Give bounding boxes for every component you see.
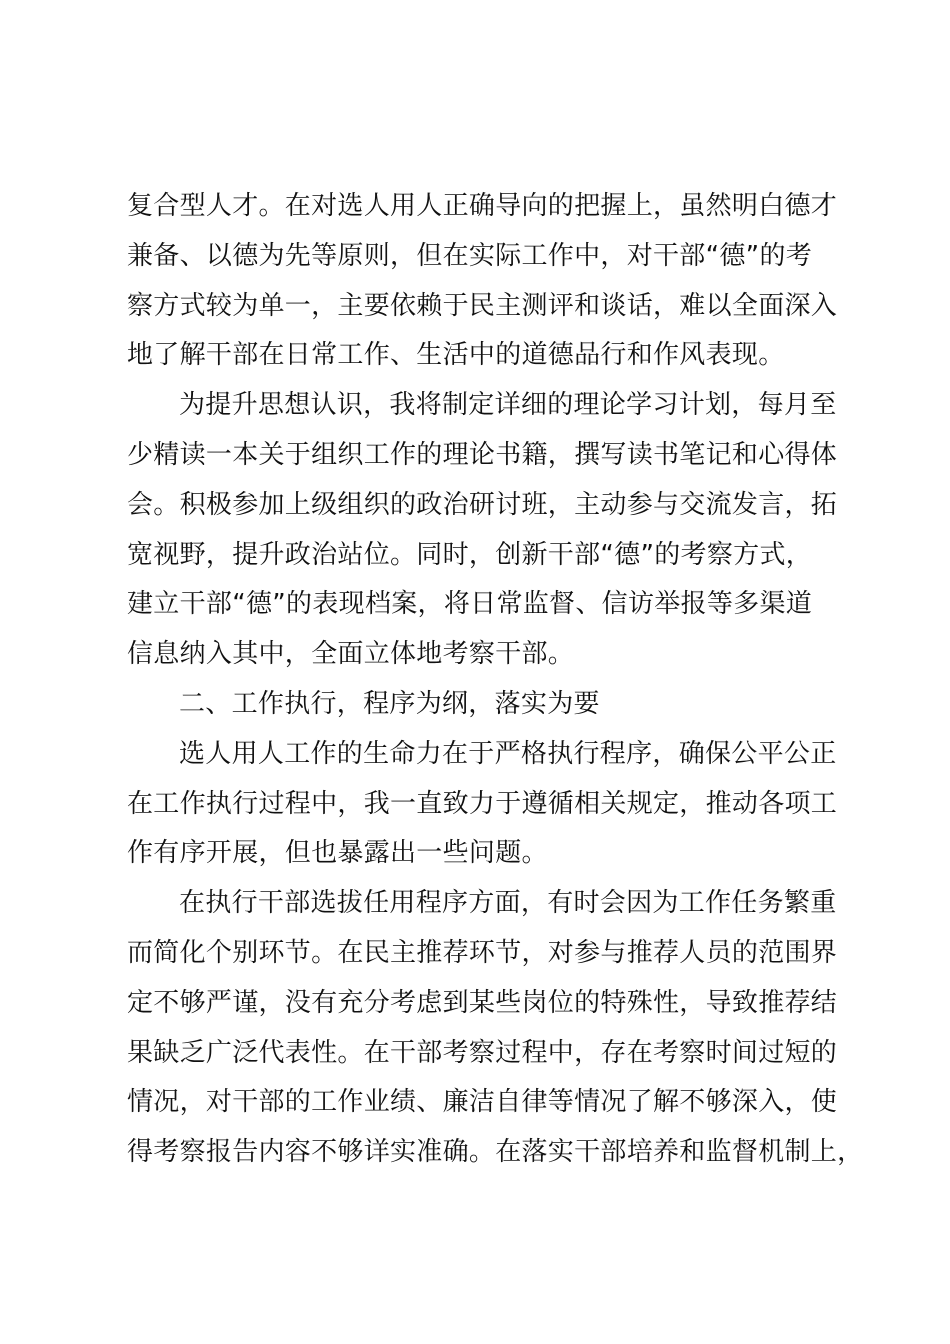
document-body: [127, 182, 864, 1178]
text-line: 情况，对干部的工作业绩、廉洁自律等情况了解不够深入，使: [127, 1087, 838, 1118]
text-line: 信息纳入其中，全面立体地考察干部。: [127, 639, 575, 670]
text-line: 果缺乏广泛代表性。在干部考察过程中，存在考察时间过短的: [127, 1037, 838, 1068]
text-line: 定不够严谨，没有充分考虑到某些岗位的特殊性，导致推荐结: [127, 987, 838, 1018]
text-line: 而简化个别环节。在民主推荐环节，对参与推荐人员的范围界: [127, 937, 838, 968]
text-line: 选人用人工作的生命力在于严格执行程序，确保公平公正: [179, 738, 837, 769]
text-line: 建立干部“德”的表现档案，将日常监督、信访举报等多渠道: [127, 589, 813, 620]
text-line: 为提升思想认识，我将制定详细的理论学习计划，每月至: [179, 390, 837, 421]
paragraph-4: [127, 879, 864, 1178]
paragraph-2: [127, 381, 838, 680]
text-line: 复合型人才。在对选人用人正确导向的把握上，虽然明白德才: [127, 191, 838, 221]
text-line: 地了解干部在日常工作、生活中的道德品行和作风表现。: [127, 340, 785, 371]
text-line: 兼备、以德为先等原则，但在实际工作中，对干部“德”的考: [127, 240, 813, 271]
section-heading: [127, 680, 832, 730]
paragraph-1: [127, 182, 838, 381]
heading-line: 二、工作执行，程序为纲，落实为要: [179, 688, 600, 719]
text-line: 在工作执行过程中，我一直致力于遵循相关规定，推动各项工: [127, 788, 838, 819]
text-line: 察方式较为单一，主要依赖于民主测评和谈话，难以全面深入: [127, 290, 838, 321]
text-line: 少精读一本关于组织工作的理论书籍，撰写读书笔记和心得体: [127, 439, 838, 470]
text-line: 在执行干部选拔任用程序方面，有时会因为工作任务繁重: [179, 888, 837, 919]
text-line: 作有序开展，但也暴露出一些问题。: [127, 838, 548, 869]
text-line: 会。积极参加上级组织的政治研讨班，主动参与交流发言，拓: [127, 489, 838, 520]
paragraph-3: [127, 730, 838, 879]
text-line: 得考察报告内容不够详实准确。在落实干部培养和监督机制上，: [127, 1137, 864, 1168]
text-line: 宽视野，提升政治站位。同时，创新干部“德”的考察方式，: [127, 539, 813, 570]
